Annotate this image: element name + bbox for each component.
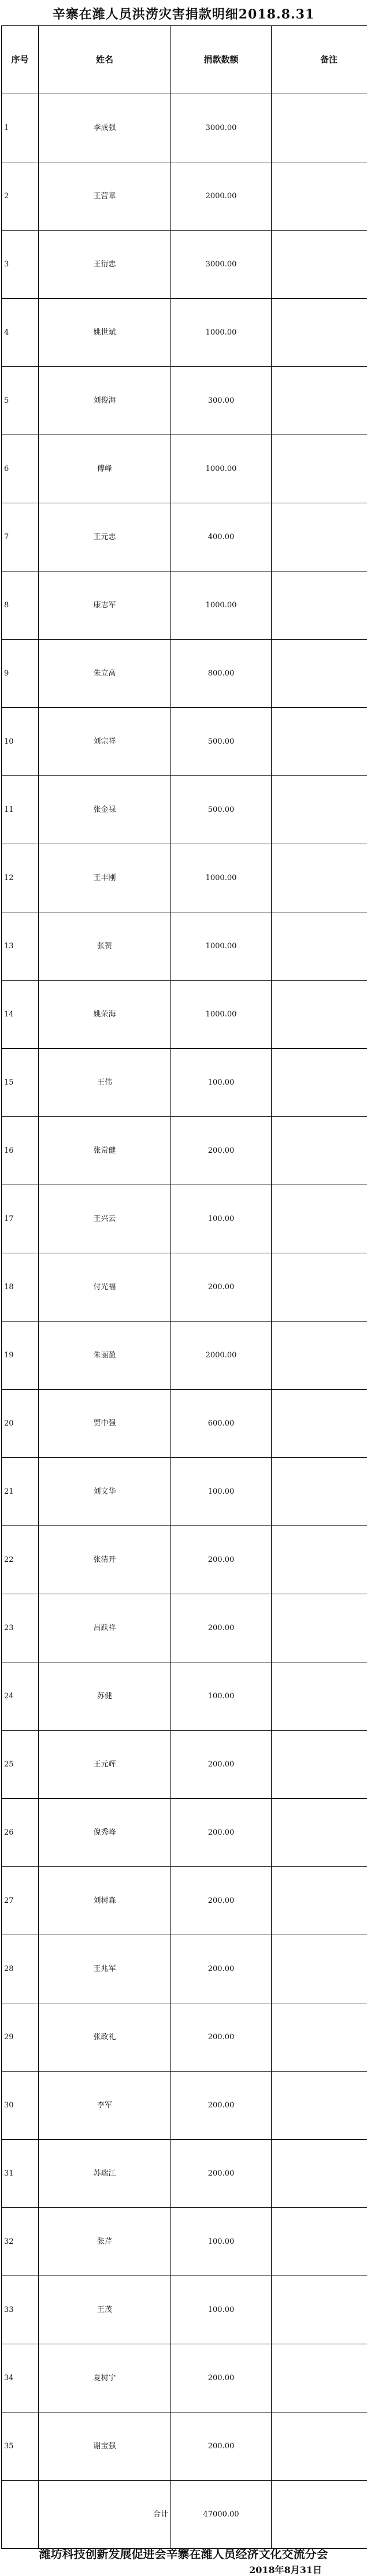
row-no-cell: 21 bbox=[2, 1458, 39, 1526]
table-row bbox=[2, 1049, 367, 1117]
row-no-cell: 8 bbox=[2, 571, 39, 640]
table-row bbox=[2, 367, 367, 435]
row-name-cell: 刘俊海 bbox=[39, 367, 171, 435]
total-row bbox=[2, 2481, 367, 2549]
row-no-cell: 14 bbox=[2, 981, 39, 1049]
row-note-cell bbox=[272, 94, 367, 162]
row-name-cell: 王兆军 bbox=[39, 1935, 171, 2003]
row-no-cell: 26 bbox=[2, 1799, 39, 1867]
row-amount-cell: 1000.00 bbox=[171, 844, 272, 912]
row-no-cell: 27 bbox=[2, 1867, 39, 1935]
row-amount-cell: 3000.00 bbox=[171, 94, 272, 162]
row-name-cell: 谢宝强 bbox=[39, 2412, 171, 2481]
row-name-cell: 刘文华 bbox=[39, 1458, 171, 1526]
row-note-cell bbox=[272, 1662, 367, 1731]
row-amount-cell: 1000.00 bbox=[171, 571, 272, 640]
row-note-cell bbox=[272, 1322, 367, 1390]
row-note-cell bbox=[272, 708, 367, 776]
col-header-no: 序号 bbox=[2, 26, 39, 94]
row-amount-cell: 200.00 bbox=[171, 1594, 272, 1662]
row-note-cell bbox=[272, 1049, 367, 1117]
table-row bbox=[2, 231, 367, 299]
row-amount-cell: 500.00 bbox=[171, 708, 272, 776]
row-amount-cell: 200.00 bbox=[171, 2003, 272, 2072]
row-amount-cell: 200.00 bbox=[171, 1731, 272, 1799]
row-name-cell: 李军 bbox=[39, 2072, 171, 2140]
sheet-title: 辛寨在潍人员洪涝灾害捐款明细2018.8.31 bbox=[0, 5, 367, 23]
row-name-cell: 王伟 bbox=[39, 1049, 171, 1117]
row-name-cell: 刘树森 bbox=[39, 1867, 171, 1935]
table-row bbox=[2, 162, 367, 231]
row-amount-cell: 200.00 bbox=[171, 2344, 272, 2412]
row-no-cell: 35 bbox=[2, 2412, 39, 2481]
row-note-cell bbox=[272, 1935, 367, 2003]
row-no-cell: 30 bbox=[2, 2072, 39, 2140]
table-row bbox=[2, 1662, 367, 1731]
row-amount-cell: 200.00 bbox=[171, 1117, 272, 1185]
row-name-cell: 刘宗祥 bbox=[39, 708, 171, 776]
row-name-cell: 张金禄 bbox=[39, 776, 171, 844]
table-row bbox=[2, 1390, 367, 1458]
row-amount-cell: 200.00 bbox=[171, 1935, 272, 2003]
row-no-cell: 33 bbox=[2, 2276, 39, 2344]
row-amount-cell: 500.00 bbox=[171, 776, 272, 844]
table-row bbox=[2, 1731, 367, 1799]
row-amount-cell: 300.00 bbox=[171, 367, 272, 435]
row-no-cell: 7 bbox=[2, 503, 39, 571]
row-note-cell bbox=[272, 1253, 367, 1322]
row-amount-cell: 100.00 bbox=[171, 1185, 272, 1253]
row-no-cell: 1 bbox=[2, 94, 39, 162]
footer-date: 2018年8月31日 bbox=[249, 2563, 322, 2576]
row-name-cell: 张政礼 bbox=[39, 2003, 171, 2072]
row-note-cell bbox=[272, 912, 367, 981]
table-row bbox=[2, 1322, 367, 1390]
row-note-cell bbox=[272, 1390, 367, 1458]
footer-organization: 潍坊科技创新发展促进会辛寨在潍人员经济文化交流分会 bbox=[0, 2545, 367, 2562]
row-no-cell: 6 bbox=[2, 435, 39, 503]
row-amount-cell: 3000.00 bbox=[171, 231, 272, 299]
col-header-note: 备注 bbox=[272, 26, 367, 94]
table-row bbox=[2, 2003, 367, 2072]
row-no-cell: 17 bbox=[2, 1185, 39, 1253]
row-no-cell: 15 bbox=[2, 1049, 39, 1117]
row-no-cell: 24 bbox=[2, 1662, 39, 1731]
row-name-cell: 张赞 bbox=[39, 912, 171, 981]
total-label: 合计 bbox=[39, 2481, 171, 2549]
table-row bbox=[2, 1526, 367, 1594]
row-no-cell: 34 bbox=[2, 2344, 39, 2412]
row-no-cell: 10 bbox=[2, 708, 39, 776]
row-note-cell bbox=[272, 1117, 367, 1185]
row-note-cell bbox=[272, 299, 367, 367]
row-note-cell bbox=[272, 367, 367, 435]
row-name-cell: 傅峰 bbox=[39, 435, 171, 503]
row-no-cell: 16 bbox=[2, 1117, 39, 1185]
table-body bbox=[2, 94, 367, 2481]
row-amount-cell: 200.00 bbox=[171, 1253, 272, 1322]
table-row bbox=[2, 1935, 367, 2003]
row-name-cell: 朱立高 bbox=[39, 640, 171, 708]
table-row bbox=[2, 2072, 367, 2140]
row-name-cell: 王兴云 bbox=[39, 1185, 171, 1253]
row-note-cell bbox=[272, 1458, 367, 1526]
total-note-cell bbox=[272, 2481, 367, 2549]
row-note-cell bbox=[272, 1799, 367, 1867]
row-note-cell bbox=[272, 1185, 367, 1253]
row-note-cell bbox=[272, 981, 367, 1049]
row-note-cell bbox=[272, 1867, 367, 1935]
row-amount-cell: 1000.00 bbox=[171, 981, 272, 1049]
row-name-cell: 张芹 bbox=[39, 2208, 171, 2276]
row-no-cell: 9 bbox=[2, 640, 39, 708]
table-row bbox=[2, 912, 367, 981]
row-no-cell: 18 bbox=[2, 1253, 39, 1322]
row-no-cell: 3 bbox=[2, 231, 39, 299]
row-no-cell: 31 bbox=[2, 2140, 39, 2208]
row-note-cell bbox=[272, 231, 367, 299]
row-no-cell: 2 bbox=[2, 162, 39, 231]
row-no-cell: 25 bbox=[2, 1731, 39, 1799]
row-no-cell: 22 bbox=[2, 1526, 39, 1594]
row-name-cell: 王丰刚 bbox=[39, 844, 171, 912]
row-note-cell bbox=[272, 162, 367, 231]
table-row bbox=[2, 2276, 367, 2344]
row-no-cell: 32 bbox=[2, 2208, 39, 2276]
row-name-cell: 李成强 bbox=[39, 94, 171, 162]
table-row bbox=[2, 708, 367, 776]
table-row bbox=[2, 571, 367, 640]
row-note-cell bbox=[272, 435, 367, 503]
row-name-cell: 姚荣海 bbox=[39, 981, 171, 1049]
row-no-cell: 12 bbox=[2, 844, 39, 912]
row-name-cell: 苏健 bbox=[39, 1662, 171, 1731]
table-row bbox=[2, 1594, 367, 1662]
row-note-cell bbox=[272, 571, 367, 640]
row-amount-cell: 200.00 bbox=[171, 2412, 272, 2481]
row-note-cell bbox=[272, 2140, 367, 2208]
row-name-cell: 苏瑞江 bbox=[39, 2140, 171, 2208]
table-row bbox=[2, 640, 367, 708]
row-name-cell: 王营章 bbox=[39, 162, 171, 231]
row-name-cell: 朱丽盈 bbox=[39, 1322, 171, 1390]
row-name-cell: 康志军 bbox=[39, 571, 171, 640]
row-amount-cell: 100.00 bbox=[171, 1662, 272, 1731]
row-no-cell: 13 bbox=[2, 912, 39, 981]
table-row bbox=[2, 1117, 367, 1185]
row-no-cell: 29 bbox=[2, 2003, 39, 2072]
row-name-cell: 张清开 bbox=[39, 1526, 171, 1594]
row-amount-cell: 400.00 bbox=[171, 503, 272, 571]
table-row bbox=[2, 94, 367, 162]
row-amount-cell: 200.00 bbox=[171, 2140, 272, 2208]
row-amount-cell: 200.00 bbox=[171, 1799, 272, 1867]
row-no-cell: 5 bbox=[2, 367, 39, 435]
row-amount-cell: 2000.00 bbox=[171, 162, 272, 231]
row-name-cell: 倪秀峰 bbox=[39, 1799, 171, 1867]
row-amount-cell: 100.00 bbox=[171, 2276, 272, 2344]
table-row bbox=[2, 1458, 367, 1526]
donation-table bbox=[1, 25, 367, 2549]
row-amount-cell: 1000.00 bbox=[171, 912, 272, 981]
table-row bbox=[2, 2412, 367, 2481]
row-amount-cell: 200.00 bbox=[171, 1867, 272, 1935]
row-name-cell: 王元辉 bbox=[39, 1731, 171, 1799]
row-no-cell: 11 bbox=[2, 776, 39, 844]
table-row bbox=[2, 1799, 367, 1867]
table-row bbox=[2, 844, 367, 912]
table-row bbox=[2, 503, 367, 571]
total-amount: 47000.00 bbox=[171, 2481, 272, 2549]
row-note-cell bbox=[272, 2208, 367, 2276]
table-row bbox=[2, 435, 367, 503]
table-row bbox=[2, 1253, 367, 1322]
row-name-cell: 夏树宁 bbox=[39, 2344, 171, 2412]
table-header-row bbox=[2, 26, 367, 94]
row-note-cell bbox=[272, 2072, 367, 2140]
row-note-cell bbox=[272, 2003, 367, 2072]
table-row bbox=[2, 2344, 367, 2412]
row-amount-cell: 200.00 bbox=[171, 1526, 272, 1594]
row-name-cell: 吕跃祥 bbox=[39, 1594, 171, 1662]
row-no-cell: 4 bbox=[2, 299, 39, 367]
row-note-cell bbox=[272, 1526, 367, 1594]
table-row bbox=[2, 1867, 367, 1935]
row-amount-cell: 1000.00 bbox=[171, 435, 272, 503]
row-name-cell: 姚世斌 bbox=[39, 299, 171, 367]
row-amount-cell: 800.00 bbox=[171, 640, 272, 708]
row-note-cell bbox=[272, 1594, 367, 1662]
row-amount-cell: 600.00 bbox=[171, 1390, 272, 1458]
row-name-cell: 王茂 bbox=[39, 2276, 171, 2344]
row-amount-cell: 1000.00 bbox=[171, 299, 272, 367]
table-row bbox=[2, 2208, 367, 2276]
table-row bbox=[2, 981, 367, 1049]
row-amount-cell: 100.00 bbox=[171, 2208, 272, 2276]
row-note-cell bbox=[272, 844, 367, 912]
row-no-cell: 28 bbox=[2, 1935, 39, 2003]
row-amount-cell: 100.00 bbox=[171, 1049, 272, 1117]
total-no-cell bbox=[2, 2481, 39, 2549]
table-row bbox=[2, 299, 367, 367]
row-note-cell bbox=[272, 503, 367, 571]
row-note-cell bbox=[272, 776, 367, 844]
row-name-cell: 贾中强 bbox=[39, 1390, 171, 1458]
row-note-cell bbox=[272, 640, 367, 708]
row-note-cell bbox=[272, 1731, 367, 1799]
row-amount-cell: 200.00 bbox=[171, 2072, 272, 2140]
table-row bbox=[2, 1185, 367, 1253]
row-no-cell: 23 bbox=[2, 1594, 39, 1662]
table-row bbox=[2, 776, 367, 844]
table-row bbox=[2, 2140, 367, 2208]
row-amount-cell: 2000.00 bbox=[171, 1322, 272, 1390]
row-no-cell: 19 bbox=[2, 1322, 39, 1390]
row-name-cell: 张常健 bbox=[39, 1117, 171, 1185]
row-note-cell bbox=[272, 2412, 367, 2481]
row-name-cell: 王元忠 bbox=[39, 503, 171, 571]
col-header-amount: 捐款数额 bbox=[171, 26, 272, 94]
row-name-cell: 王衍忠 bbox=[39, 231, 171, 299]
row-name-cell: 付光福 bbox=[39, 1253, 171, 1322]
col-header-name: 姓名 bbox=[39, 26, 171, 94]
row-amount-cell: 100.00 bbox=[171, 1458, 272, 1526]
row-no-cell: 20 bbox=[2, 1390, 39, 1458]
row-note-cell bbox=[272, 2276, 367, 2344]
row-note-cell bbox=[272, 2344, 367, 2412]
